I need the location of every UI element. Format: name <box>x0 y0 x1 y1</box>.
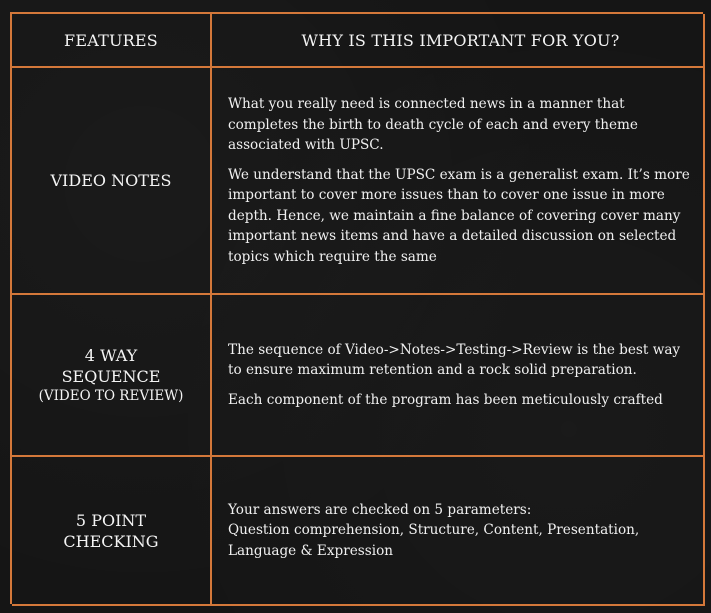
description-5-point-checking <box>212 457 705 606</box>
feature-label-line: SEQUENCE <box>61 367 161 386</box>
feature-video-notes <box>12 68 212 295</box>
description-paragraph: We understand that the UPSC exam is a generalist exam. It’s more important to cover more issues than to cover one issue in more depth. Hence, we maintain a fine balance of covering cover many important news items and have a detailed discussion on selected topics which require the same <box>228 166 690 265</box>
description-paragraph: Your answers are checked on 5 parameters: <box>228 501 532 518</box>
feature-label-line: CHECKING <box>63 531 159 551</box>
feature-sublabel: (VIDEO TO REVIEW) <box>38 388 184 404</box>
feature-label-line: 4 WAY <box>84 346 138 365</box>
feature-label-line: 5 POINT <box>75 510 147 530</box>
features-table <box>10 12 703 604</box>
feature-label: VIDEO NOTES <box>50 171 172 190</box>
header-importance-label: WHY IS THIS IMPORTANT FOR YOU? <box>301 30 620 50</box>
header-features-label: FEATURES <box>64 30 158 50</box>
description-paragraph: What you really need is connected news in a manner that completes the birth to death cycle of each and every theme associated with UPSC. <box>228 96 638 153</box>
header-features <box>12 14 212 68</box>
header-importance <box>212 14 705 68</box>
description-4-way-sequence <box>212 295 705 457</box>
description-paragraph: The sequence of Video->Notes->Testing->Review is the best way to ensure maximum retention and a rock solid preparation. <box>228 341 681 379</box>
description-video-notes <box>212 68 705 295</box>
description-paragraph: Question comprehension, Structure, Content, Presentation, Language & Expression <box>228 522 640 559</box>
feature-4-way-sequence <box>12 295 212 457</box>
feature-5-point-checking <box>12 457 212 606</box>
description-paragraph: Each component of the program has been meticulously crafted <box>228 391 663 408</box>
